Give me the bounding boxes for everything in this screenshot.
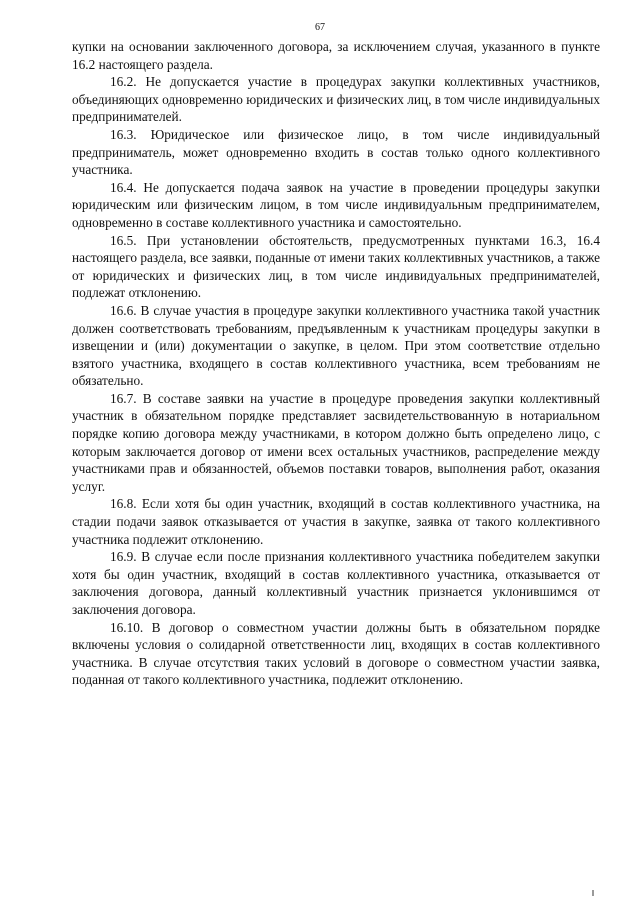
paragraph-continuation: купки на основании заключенного договора, за исключением случая, указанного в пункте 16.2 настоящего раздела. xyxy=(72,39,600,72)
paragraph-16-6: 16.6. В случае участия в процедуре закупки коллективного участника такой участник должен соответствовать требованиям, предъявленным к участникам процедуры закупки в извещении и (или) документации о закупке, в целом. При этом соответствие отдельно взятого участника, входящего в состав коллективного участника, всем требованиям не обязательно. xyxy=(72,302,600,389)
scan-artifact xyxy=(592,890,594,896)
paragraph-16-9: 16.9. В случае если после признания коллективного участника победителем закупки хотя бы один участник, входящий в состав коллективного участника, отказывается от заключения договора, данный коллективный участник признается уклонившимся от заключения договора. xyxy=(72,549,600,617)
paragraph-16-4: 16.4. Не допускается подача заявок на участие в проведении процедуры закупки юридическим или физическим лицом, в том числе индивидуальным предпринимателем, одновременно в составе коллективного участника и самостоятельно. xyxy=(72,179,600,230)
paragraph-16-2: 16.2. Не допускается участие в процедурах закупки коллективных участников, объединяющих одновременно юридических и физических лиц, в том числе индивидуальных предпринимателей. xyxy=(72,74,600,125)
paragraph-16-7: 16.7. В составе заявки на участие в процедуре проведения закупки коллективный участник в обязательном порядке представляет засвидетельствованную в нотариальном порядке копию договора между участниками, в котором должно быть определено лицо, с которым заключается договор от имени всех остальных участников, распределение между участниками прав и обязанностей, объемов поставки товаров, выполнения работ, оказания услуг. xyxy=(72,390,600,494)
paragraph-16-8: 16.8. Если хотя бы один участник, входящий в состав коллективного участника, на стадии подачи заявок отказывается от участия в закупке, заявка от такого коллективного участника подлежит отклонению. xyxy=(72,496,600,547)
document-body xyxy=(72,38,600,689)
paragraph-16-10: 16.10. В договор о совместном участии должны быть в обязательном порядке включены условия о солидарной ответственности лиц, входящих в состав коллективного участника. В случае отсутствия таких условий в договоре о совместном участии заявка, поданная от такого коллективного участника, подлежит отклонению. xyxy=(72,619,600,688)
page-number: 67 xyxy=(315,22,325,33)
paragraph-16-3: 16.3. Юридическое или физическое лицо, в том числе индивидуальный предприниматель, может одновременно входить в состав только одного коллективного участника. xyxy=(72,126,600,178)
paragraph-16-5: 16.5. При установлении обстоятельств, предусмотренных пунктами 16.3, 16.4 настоящего раздела, все заявки, поданные от имени таких коллективных участников, а также от юридических и физических лиц, в том числе индивидуальных предпринимателей, подлежат отклонению. xyxy=(72,232,600,301)
